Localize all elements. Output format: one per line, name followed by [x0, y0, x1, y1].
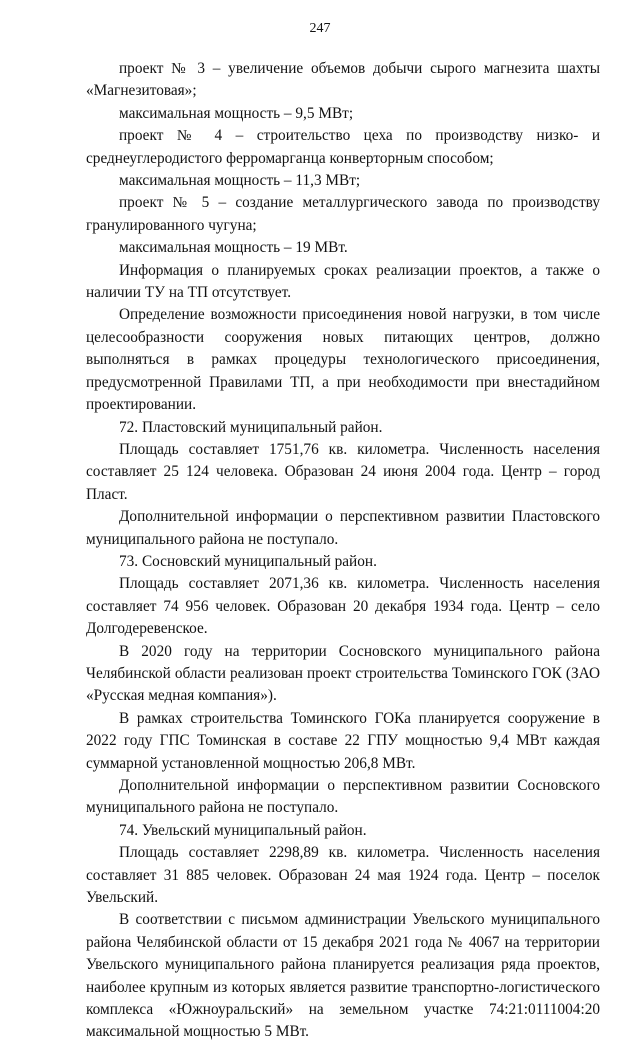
paragraph-uvelsky-projects: В соответствии с письмом администрации Увельского муниципального района Челябинской области от 15 декабря 2021 года № 4067 на территории Увельского муниципального района планируется реализация ряда проектов, наиболее крупным из которых является развитие транспортно-логистического комплекса «Южноуральский» на земельном участке 74:21:0111004:20 максимальной мощностью 5 МВт.: [86, 911, 600, 1041]
paragraph-power-project-5: максимальная мощность – 19 МВт.: [119, 239, 348, 257]
section-heading-sosnovsky: 73. Сосновский муниципальный район.: [119, 552, 377, 570]
document-body: [86, 58, 600, 1044]
paragraph-power-project-3: максимальная мощность – 9,5 МВт;: [119, 104, 354, 122]
paragraph-plastovsky-stats: Площадь составляет 1751,76 кв. километра. Численность населения составляет 25 124 человека. Образован 24 июня 2004 года. Центр – город Пласт.: [86, 440, 600, 503]
section-heading-uvelsky: 74. Увельский муниципальный район.: [119, 821, 367, 839]
section-heading-plastovsky: 72. Пластовский муниципальный район.: [119, 418, 383, 436]
paragraph-project-5: проект № 5 – создание металлургического завода по производству гранулированного чугуна;: [86, 194, 600, 234]
paragraph-sosnovsky-tominsky-gok: В 2020 году на территории Сосновского муниципального района Челябинской области реализован проект строительства Томинского ГОК (ЗАО «Русская медная компания»).: [86, 642, 600, 705]
page-number: 247: [309, 21, 331, 36]
paragraph-sosnovsky-stats: Площадь составляет 2071,36 кв. километра. Численность населения составляет 74 956 человек. Образован 20 декабря 1934 года. Центр – село Долгодеревенское.: [86, 575, 600, 638]
paragraph-connection-determination: Определение возможности присоединения новой нагрузки, в том числе целесообразности сооружения новых питающих центров, должно выполняться в рамках процедуры технологического присоединения, предусмотренной Правилами ТП, а при необходимости при внестадийном проектировании.: [86, 306, 600, 414]
paragraph-sosnovsky-no-info: Дополнительной информации о перспективном развитии Сосновского муниципального района не поступало.: [86, 777, 600, 817]
paragraph-sosnovsky-gps: В рамках строительства Томинского ГОКа планируется сооружение в 2022 году ГПС Томинская в составе 22 ГПУ мощностью 9,4 МВт каждая суммарной установленной мощностью 206,8 МВт.: [86, 709, 600, 772]
paragraph-info-missing: Информация о планируемых сроках реализации проектов, а также о наличии ТУ на ТП отсутствует.: [86, 261, 600, 302]
paragraph-project-3: проект № 3 – увеличение объемов добычи сырого магнезита шахты «Магнезитовая»;: [86, 60, 600, 100]
paragraph-project-4: проект № 4 – строительство цеха по производству низко- и среднеуглеродистого ферромарганца конверторным способом;: [86, 127, 600, 167]
paragraph-plastovsky-no-info: Дополнительной информации о перспективном развитии Пластовского муниципального района не поступало.: [86, 508, 600, 548]
paragraph-uvelsky-stats: Площадь составляет 2298,89 кв. километра. Численность населения составляет 31 885 человек. Образован 24 мая 1924 года. Центр – поселок Увельский.: [86, 844, 600, 907]
paragraph-power-project-4: максимальная мощность – 11,3 МВт;: [119, 172, 361, 190]
